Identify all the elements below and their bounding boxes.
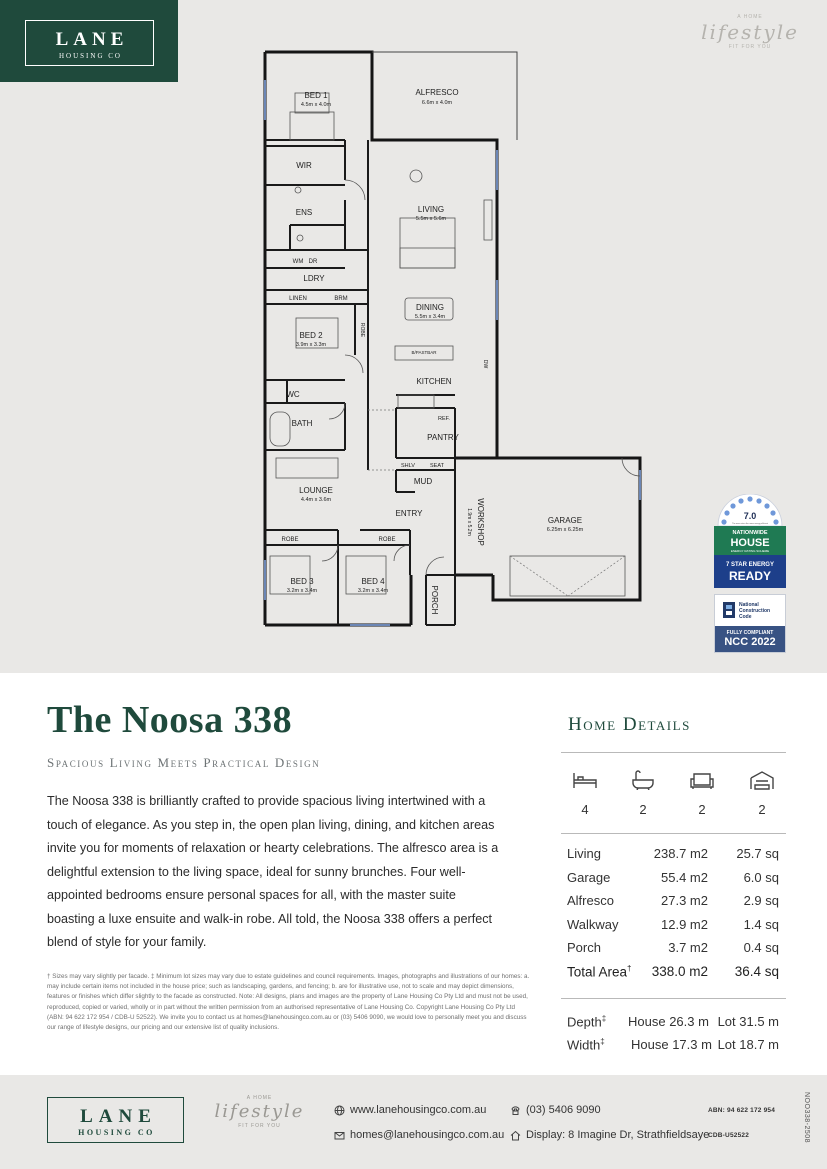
- ncc-compliance-badge: National Construction Code FULLY COMPLIANT NCC 2022: [714, 594, 786, 653]
- area-row-living: Living 238.7 m2 25.7 sq: [567, 846, 779, 861]
- wc-label: WC: [286, 390, 300, 399]
- footer-lifestyle-logo: A HOME lifestyle FIT FOR YOU: [214, 1095, 305, 1129]
- bath-label: BATH: [291, 419, 313, 428]
- area-row-total: Total Area† 338.0 m2 36.4 sq: [567, 963, 779, 980]
- ncc-logo-icon: [723, 602, 735, 618]
- bed1-label: BED 1: [304, 91, 328, 100]
- lounge-label: LOUNGE: [299, 486, 333, 495]
- divider: [561, 752, 786, 753]
- svg-text:NATIONWIDE: NATIONWIDE: [732, 530, 768, 536]
- svg-text:REF.: REF.: [438, 416, 450, 422]
- svg-text:SHLV: SHLV: [401, 463, 415, 469]
- dining-label: DINING: [416, 303, 444, 312]
- area-row-walkway: Walkway 12.9 m2 1.4 sq: [567, 916, 779, 932]
- brand-logo[interactable]: [0, 0, 178, 82]
- bed3-label: BED 3: [290, 577, 314, 586]
- logo-subtitle: HOUSING CO: [59, 52, 122, 60]
- svg-text:1.9m x 5.2m: 1.9m x 5.2m: [466, 508, 472, 536]
- sofa-icon: [689, 770, 715, 790]
- svg-text:BRM: BRM: [334, 296, 348, 302]
- svg-text:5.5m x 5.6m: 5.5m x 5.6m: [415, 216, 447, 222]
- website-link[interactable]: www.lanehousingco.com.au: [334, 1104, 486, 1116]
- workshop-label: WORKSHOP: [476, 498, 485, 546]
- divider: [561, 833, 786, 834]
- pantry-label: PANTRY: [427, 433, 459, 442]
- home-title: The Noosa 338: [47, 699, 293, 741]
- depth-row: Depth‡ House 26.3 m Lot 31.5 m: [567, 1014, 779, 1030]
- cdb-text: CDB-U52522: [708, 1132, 750, 1139]
- svg-text:DR: DR: [308, 259, 318, 265]
- globe-icon: [334, 1105, 345, 1116]
- home-description: The Noosa 338 is brilliantly crafted to provide spacious living intertwined with a touch of elegance. As you step in, the open plan living, dining, and kitchen areas invite you for moments of relaxation or hearty celebrations. The alfresco area is a delightful extension to the living space, ideal for sunny brunches. Four well-appointed bedrooms ensure personal spaces for all, with the master suite boasting a luxe ensuite and walk-in robe. All told, the Noosa 338 offers a perfect blend of style for your family.: [47, 794, 499, 949]
- bath-icon: [630, 770, 656, 790]
- phone-link[interactable]: (03) 5406 9090: [510, 1104, 601, 1116]
- mail-icon: [334, 1130, 345, 1141]
- document-code: NOO338-2508: [803, 1092, 810, 1144]
- svg-text:3.2m x 3.4m: 3.2m x 3.4m: [286, 588, 318, 594]
- phone-icon: [510, 1105, 521, 1116]
- mud-label: MUD: [413, 477, 433, 486]
- footer-logo[interactable]: LANE HOUSING CO: [47, 1097, 184, 1143]
- bed-icon: [572, 770, 598, 790]
- ldry-label: LDRY: [303, 274, 325, 283]
- wir-label: WIR: [296, 161, 312, 170]
- svg-text:SEAT: SEAT: [430, 463, 444, 469]
- home-details-heading: Home Details: [568, 714, 691, 735]
- svg-text:LINEN: LINEN: [289, 296, 307, 302]
- bedrooms-feature: 4: [561, 770, 609, 817]
- porch-label: PORCH: [430, 585, 439, 615]
- svg-text:The more stars the more energy: The more stars the more energy efficient: [732, 523, 768, 525]
- area-row-alfresco: Alfresco 27.3 m2 2.9 sq: [567, 893, 779, 909]
- width-row: Width‡ House 17.3 m Lot 18.7 m: [567, 1037, 779, 1053]
- bed4-label: BED 4: [361, 577, 385, 586]
- garage-icon: [749, 770, 775, 790]
- kitchen-label: KITCHEN: [416, 377, 452, 386]
- footer: [0, 1075, 827, 1169]
- energy-stars-value: 7.0: [743, 511, 757, 521]
- email-link[interactable]: homes@lanehousingco.com.au: [334, 1129, 504, 1141]
- bed2-label: BED 2: [299, 331, 323, 340]
- svg-text:ENERGY RATING SCHEME: ENERGY RATING SCHEME: [730, 549, 770, 553]
- garage-label: GARAGE: [547, 516, 583, 525]
- area-row-garage: Garage 55.4 m2 6.0 sq: [567, 869, 779, 885]
- area-table: [567, 846, 781, 988]
- svg-text:5.5m x 3.4m: 5.5m x 3.4m: [414, 314, 446, 320]
- svg-text:READY: READY: [728, 569, 772, 583]
- svg-text:ROBE: ROBE: [281, 537, 299, 543]
- svg-text:3.2m x 3.4m: 3.2m x 3.4m: [357, 588, 389, 594]
- feature-icons: [561, 770, 786, 822]
- svg-text:ROBE: ROBE: [378, 537, 396, 543]
- living-label: LIVING: [417, 205, 445, 214]
- display-address: Display: 8 Imagine Dr, Strathfieldsaye: [510, 1129, 709, 1141]
- floor-plan: [255, 44, 655, 634]
- home-icon: [510, 1130, 521, 1141]
- svg-text:WM: WM: [292, 259, 304, 265]
- bathrooms-feature: 2: [619, 770, 667, 817]
- svg-text:4.5m x 4.0m: 4.5m x 4.0m: [300, 102, 332, 108]
- svg-text:6.25m x 6.25m: 6.25m x 6.25m: [546, 527, 584, 533]
- svg-text:3.9m x 3.3m: 3.9m x 3.3m: [295, 342, 327, 348]
- lifestyle-logo: A HOME lifestyle FIT FOR YOU: [701, 14, 799, 50]
- living-areas-feature: 2: [678, 770, 726, 817]
- area-row-porch: Porch 3.7 m2 0.4 sq: [567, 940, 779, 956]
- legal-footnote: † Sizes may vary slightly per facade. ‡ Minimum lot sizes may vary due to estate guidelines and council requirements. Images, photographs and illustrations of our homes: a. may include certain items not included in the house price; such as landscaping, gardens, and fencing; b. are for illustrative use, not to scale and may depict dimensions, features or finishes which differ slightly to the facade as constructed. Note: All designs, plans and images are the property of Lane Housing Co Pty Ltd and must not be used, reproduced, copied or varied, wholly or in part without the written permission from an authorised representative of Lane Housing Co. Copyright Lane Housing Co Pty Ltd (ABN: 94 622 172 954 / CDB-U 52522). We invite you to contact us at homes@lanehousingco.com.au or (03) 5406 9090, we would love to personally meet you and discuss our range of lifestyle designs, our pricing and our extensive list of quality inclusions.: [47, 973, 530, 1032]
- energy-rating-badge: [714, 494, 786, 588]
- home-subtitle: Spacious Living Meets Practical Design: [47, 755, 321, 770]
- svg-text:DW: DW: [482, 359, 488, 369]
- ens-label: ENS: [295, 208, 313, 217]
- svg-text:B/PASTBAR: B/PASTBAR: [411, 350, 437, 355]
- svg-text:HOUSE: HOUSE: [730, 537, 770, 549]
- car-spaces-feature: 2: [738, 770, 786, 817]
- alfresco-label: ALFRESCO: [415, 88, 459, 97]
- svg-text:7 STAR ENERGY: 7 STAR ENERGY: [726, 562, 774, 568]
- entry-label: ENTRY: [395, 509, 423, 518]
- divider: [561, 998, 786, 999]
- svg-text:6.6m x 4.0m: 6.6m x 4.0m: [421, 100, 453, 106]
- logo-name: LANE: [55, 29, 129, 50]
- svg-text:4.4m x 3.6m: 4.4m x 3.6m: [300, 497, 332, 503]
- svg-text:ROBE: ROBE: [359, 322, 365, 338]
- abn-text: ABN: 94 622 172 954: [708, 1107, 776, 1114]
